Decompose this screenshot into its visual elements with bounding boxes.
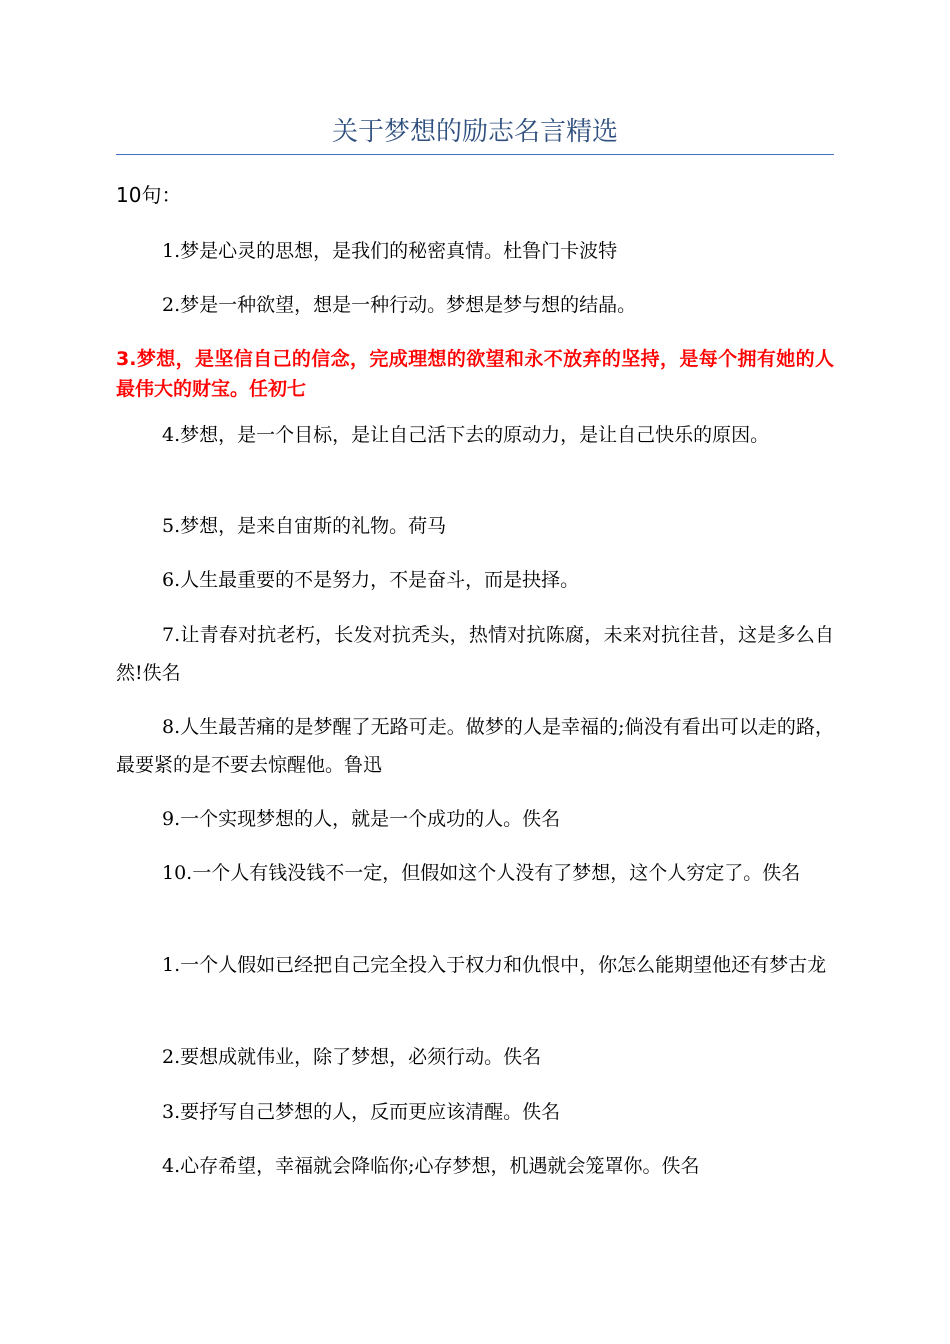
quote-paragraph: 4.心存希望，幸福就会降临你;心存梦想，机遇就会笼罩你。佚名 xyxy=(162,1155,700,1177)
quote-paragraph: 3.要抒写自己梦想的人，反而更应该清醒。佚名 xyxy=(162,1101,561,1123)
quote-paragraph: 6.人生最重要的不是努力，不是奋斗，而是抉择。 xyxy=(162,569,580,591)
quote-paragraph: 2.梦是一种欲望，想是一种行动。梦想是梦与想的结晶。 xyxy=(162,294,637,316)
quote-paragraph: 5.梦想，是来自宙斯的礼物。荷马 xyxy=(162,515,447,537)
quote-paragraph: 7.让青春对抗老朽，长发对抗秃头，热情对抗陈腐，未来对抗往昔，这是多么自然!佚名 xyxy=(116,624,834,684)
quote-paragraph: 8.人生最苦痛的是梦醒了无路可走。做梦的人是幸福的;倘没有看出可以走的路，最要紧的是不要去惊醒他。鲁迅 xyxy=(116,716,834,776)
quote-count-label: 10句： xyxy=(116,183,182,207)
quote-paragraph: 2.要想成就伟业，除了梦想，必须行动。佚名 xyxy=(162,1046,542,1068)
quote-paragraph: 9.一个实现梦想的人，就是一个成功的人。佚名 xyxy=(162,808,561,830)
document-title: 关于梦想的励志名言精选 xyxy=(331,117,618,147)
quote-paragraph: 10.一个人有钱没钱不一定，但假如这个人没有了梦想，这个人穷定了。佚名 xyxy=(162,862,801,884)
title-underline xyxy=(116,154,834,155)
quote-paragraph: 4.梦想，是一个目标，是让自己活下去的原动力，是让自己快乐的原因。 xyxy=(162,424,770,446)
quote-paragraph: 1.梦是心灵的思想，是我们的秘密真情。杜鲁门卡波特 xyxy=(162,240,618,262)
highlighted-quote-paragraph: 3.梦想，是坚信自己的信念，完成理想的欲望和永不放弃的坚持，是每个拥有她的人最伟大的财宝。任初七 xyxy=(116,348,834,400)
quote-paragraph: 1.一个人假如已经把自己完全投入于权力和仇恨中，你怎么能期望他还有梦古龙 xyxy=(162,954,827,976)
